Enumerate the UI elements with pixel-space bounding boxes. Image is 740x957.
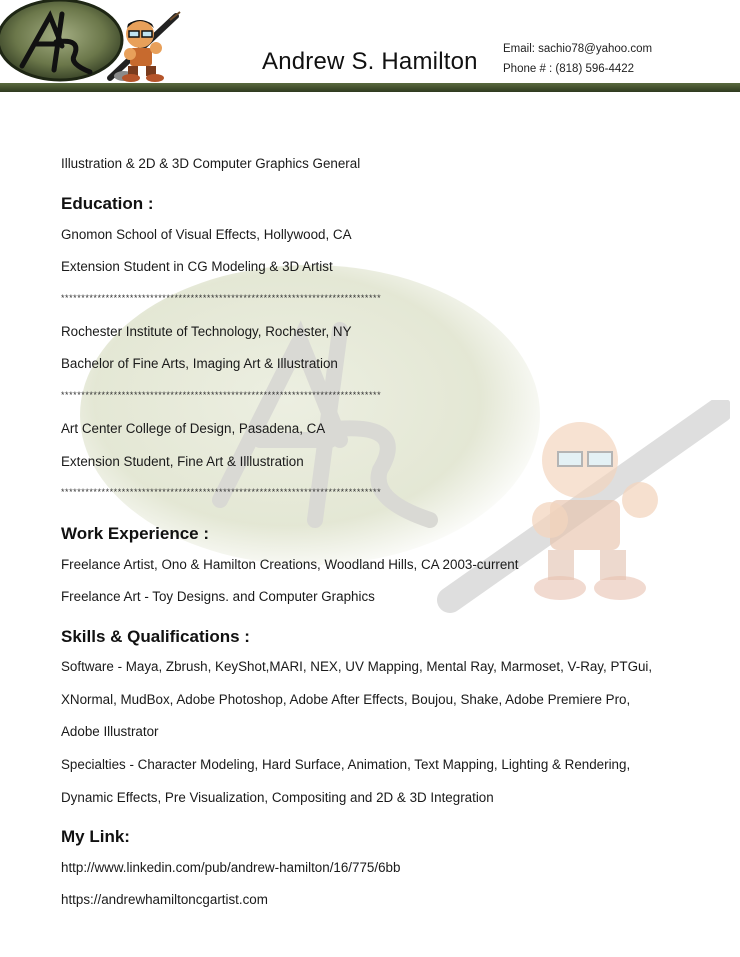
letterhead: [0, 0, 740, 96]
phone-text: Phone # : (818) 596-4422: [503, 63, 635, 75]
separator-line: *******************************************************************************: [61, 487, 382, 497]
watermark-mascot-icon: [430, 400, 730, 620]
skills-line: Software - Maya, Zbrush, KeyShot,MARI, NEX, UV Mapping, Mental Ray, Marmoset, V-Ray, PTGui,: [61, 659, 653, 674]
education-heading: Education :: [61, 194, 154, 213]
skills-line: Adobe Illustrator: [61, 724, 159, 739]
email-text: Email: sachio78@yahoo.com: [503, 43, 653, 55]
header-divider-bar: [0, 83, 740, 92]
intro-text: Illustration & 2D & 3D Computer Graphics General: [61, 156, 361, 171]
portfolio-link[interactable]: https://andrewhamiltoncgartist.com: [61, 892, 268, 907]
education-detail: Extension Student, Fine Art & Illlustration: [61, 454, 304, 469]
applicant-name: Andrew S. Hamilton: [262, 48, 478, 75]
skills-line: XNormal, MudBox, Adobe Photoshop, Adobe After Effects, Boujou, Shake, Adobe Premiere Pro,: [61, 692, 631, 707]
skills-line: Specialties - Character Modeling, Hard Surface, Animation, Text Mapping, Lighting & Rendering,: [61, 757, 631, 772]
skills-line: Dynamic Effects, Pre Visualization, Compositing and 2D & 3D Integration: [61, 790, 494, 805]
artist-mascot-icon: [100, 10, 182, 84]
education-school: Art Center College of Design, Pasadena, CA: [61, 421, 326, 436]
work-item: Freelance Art - Toy Designs. and Computer Graphics: [61, 589, 375, 604]
links-heading: My Link:: [61, 827, 130, 846]
education-school: Rochester Institute of Technology, Rochester, NY: [61, 324, 352, 339]
skills-heading: Skills & Qualifications :: [61, 627, 250, 646]
contact-block: [503, 39, 652, 79]
work-heading: Work Experience :: [61, 524, 210, 543]
education-school: Gnomon School of Visual Effects, Hollywood, CA: [61, 227, 352, 242]
work-item: Freelance Artist, Ono & Hamilton Creations, Woodland Hills, CA 2003-current: [61, 557, 519, 572]
education-detail: Extension Student in CG Modeling & 3D Artist: [61, 259, 333, 274]
education-detail: Bachelor of Fine Arts, Imaging Art & Illustration: [61, 356, 338, 371]
linkedin-link[interactable]: http://www.linkedin.com/pub/andrew-hamilton/16/775/6bb: [61, 860, 401, 875]
separator-line: *******************************************************************************: [61, 293, 382, 303]
separator-line: *******************************************************************************: [61, 390, 382, 400]
